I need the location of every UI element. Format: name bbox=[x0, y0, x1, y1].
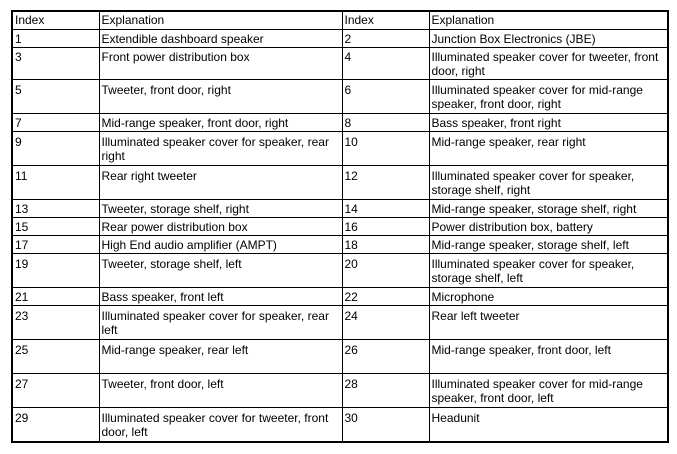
table-header-row bbox=[12, 11, 668, 30]
index-cell: 3 bbox=[12, 48, 99, 80]
table-row bbox=[12, 306, 668, 340]
table-row bbox=[12, 236, 668, 254]
index-cell: 7 bbox=[12, 114, 99, 132]
header-index-left: Index bbox=[12, 11, 99, 30]
index-cell: 2 bbox=[342, 30, 429, 48]
explanation-cell: Tweeter, front door, left bbox=[99, 374, 342, 408]
explanation-cell: Bass speaker, front right bbox=[429, 114, 668, 132]
explanation-cell: Illuminated speaker cover for tweeter, front door, left bbox=[99, 408, 342, 443]
explanation-cell: High End audio amplifier (AMPT) bbox=[99, 236, 342, 254]
explanation-cell: Microphone bbox=[429, 288, 668, 306]
explanation-cell: Rear right tweeter bbox=[99, 166, 342, 200]
index-cell: 18 bbox=[342, 236, 429, 254]
explanation-cell: Illuminated speaker cover for speaker, storage shelf, right bbox=[429, 166, 668, 200]
table-row bbox=[12, 80, 668, 114]
header-index-right: Index bbox=[342, 11, 429, 30]
explanation-cell: Front power distribution box bbox=[99, 48, 342, 80]
index-cell: 17 bbox=[12, 236, 99, 254]
explanation-cell: Rear power distribution box bbox=[99, 218, 342, 236]
index-cell: 21 bbox=[12, 288, 99, 306]
table-row bbox=[12, 200, 668, 218]
table-row bbox=[12, 340, 668, 374]
explanation-cell: Headunit bbox=[429, 408, 668, 443]
explanation-cell: Illuminated speaker cover for speaker, rear left bbox=[99, 306, 342, 340]
explanation-cell: Rear left tweeter bbox=[429, 306, 668, 340]
header-explanation-right: Explanation bbox=[429, 11, 668, 30]
index-cell: 19 bbox=[12, 254, 99, 288]
explanation-cell: Mid-range speaker, front door, right bbox=[99, 114, 342, 132]
table-row bbox=[12, 114, 668, 132]
explanation-cell: Mid-range speaker, storage shelf, left bbox=[429, 236, 668, 254]
explanation-cell: Illuminated speaker cover for speaker, storage shelf, left bbox=[429, 254, 668, 288]
index-cell: 15 bbox=[12, 218, 99, 236]
explanation-cell: Tweeter, storage shelf, left bbox=[99, 254, 342, 288]
explanation-cell: Power distribution box, battery bbox=[429, 218, 668, 236]
table-row bbox=[12, 48, 668, 80]
index-cell: 11 bbox=[12, 166, 99, 200]
index-cell: 27 bbox=[12, 374, 99, 408]
index-cell: 1 bbox=[12, 30, 99, 48]
index-cell: 6 bbox=[342, 80, 429, 114]
index-cell: 13 bbox=[12, 200, 99, 218]
index-cell: 29 bbox=[12, 408, 99, 443]
explanation-cell: Mid-range speaker, rear left bbox=[99, 340, 342, 374]
explanation-cell: Junction Box Electronics (JBE) bbox=[429, 30, 668, 48]
index-cell: 14 bbox=[342, 200, 429, 218]
index-cell: 16 bbox=[342, 218, 429, 236]
table-row bbox=[12, 132, 668, 166]
index-cell: 9 bbox=[12, 132, 99, 166]
explanation-cell: Illuminated speaker cover for mid-range speaker, front door, right bbox=[429, 80, 668, 114]
index-cell: 8 bbox=[342, 114, 429, 132]
explanation-cell: Tweeter, front door, right bbox=[99, 80, 342, 114]
table-row bbox=[12, 408, 668, 443]
table-row bbox=[12, 288, 668, 306]
explanation-cell: Tweeter, storage shelf, right bbox=[99, 200, 342, 218]
explanation-cell: Extendible dashboard speaker bbox=[99, 30, 342, 48]
table-row bbox=[12, 254, 668, 288]
index-cell: 26 bbox=[342, 340, 429, 374]
explanation-cell: Illuminated speaker cover for tweeter, front door, right bbox=[429, 48, 668, 80]
explanation-cell: Illuminated speaker cover for speaker, rear right bbox=[99, 132, 342, 166]
index-cell: 28 bbox=[342, 374, 429, 408]
index-cell: 23 bbox=[12, 306, 99, 340]
index-cell: 5 bbox=[12, 80, 99, 114]
component-legend-table bbox=[11, 10, 669, 443]
index-cell: 30 bbox=[342, 408, 429, 443]
table-row bbox=[12, 30, 668, 48]
explanation-cell: Illuminated speaker cover for mid-range speaker, front door, left bbox=[429, 374, 668, 408]
header-explanation-left: Explanation bbox=[99, 11, 342, 30]
explanation-cell: Bass speaker, front left bbox=[99, 288, 342, 306]
explanation-cell: Mid-range speaker, rear right bbox=[429, 132, 668, 166]
index-cell: 10 bbox=[342, 132, 429, 166]
table-row bbox=[12, 218, 668, 236]
index-cell: 22 bbox=[342, 288, 429, 306]
index-cell: 12 bbox=[342, 166, 429, 200]
explanation-cell: Mid-range speaker, front door, left bbox=[429, 340, 668, 374]
index-cell: 20 bbox=[342, 254, 429, 288]
table-row bbox=[12, 374, 668, 408]
index-cell: 24 bbox=[342, 306, 429, 340]
explanation-cell: Mid-range speaker, storage shelf, right bbox=[429, 200, 668, 218]
index-cell: 25 bbox=[12, 340, 99, 374]
table-row bbox=[12, 166, 668, 200]
index-cell: 4 bbox=[342, 48, 429, 80]
